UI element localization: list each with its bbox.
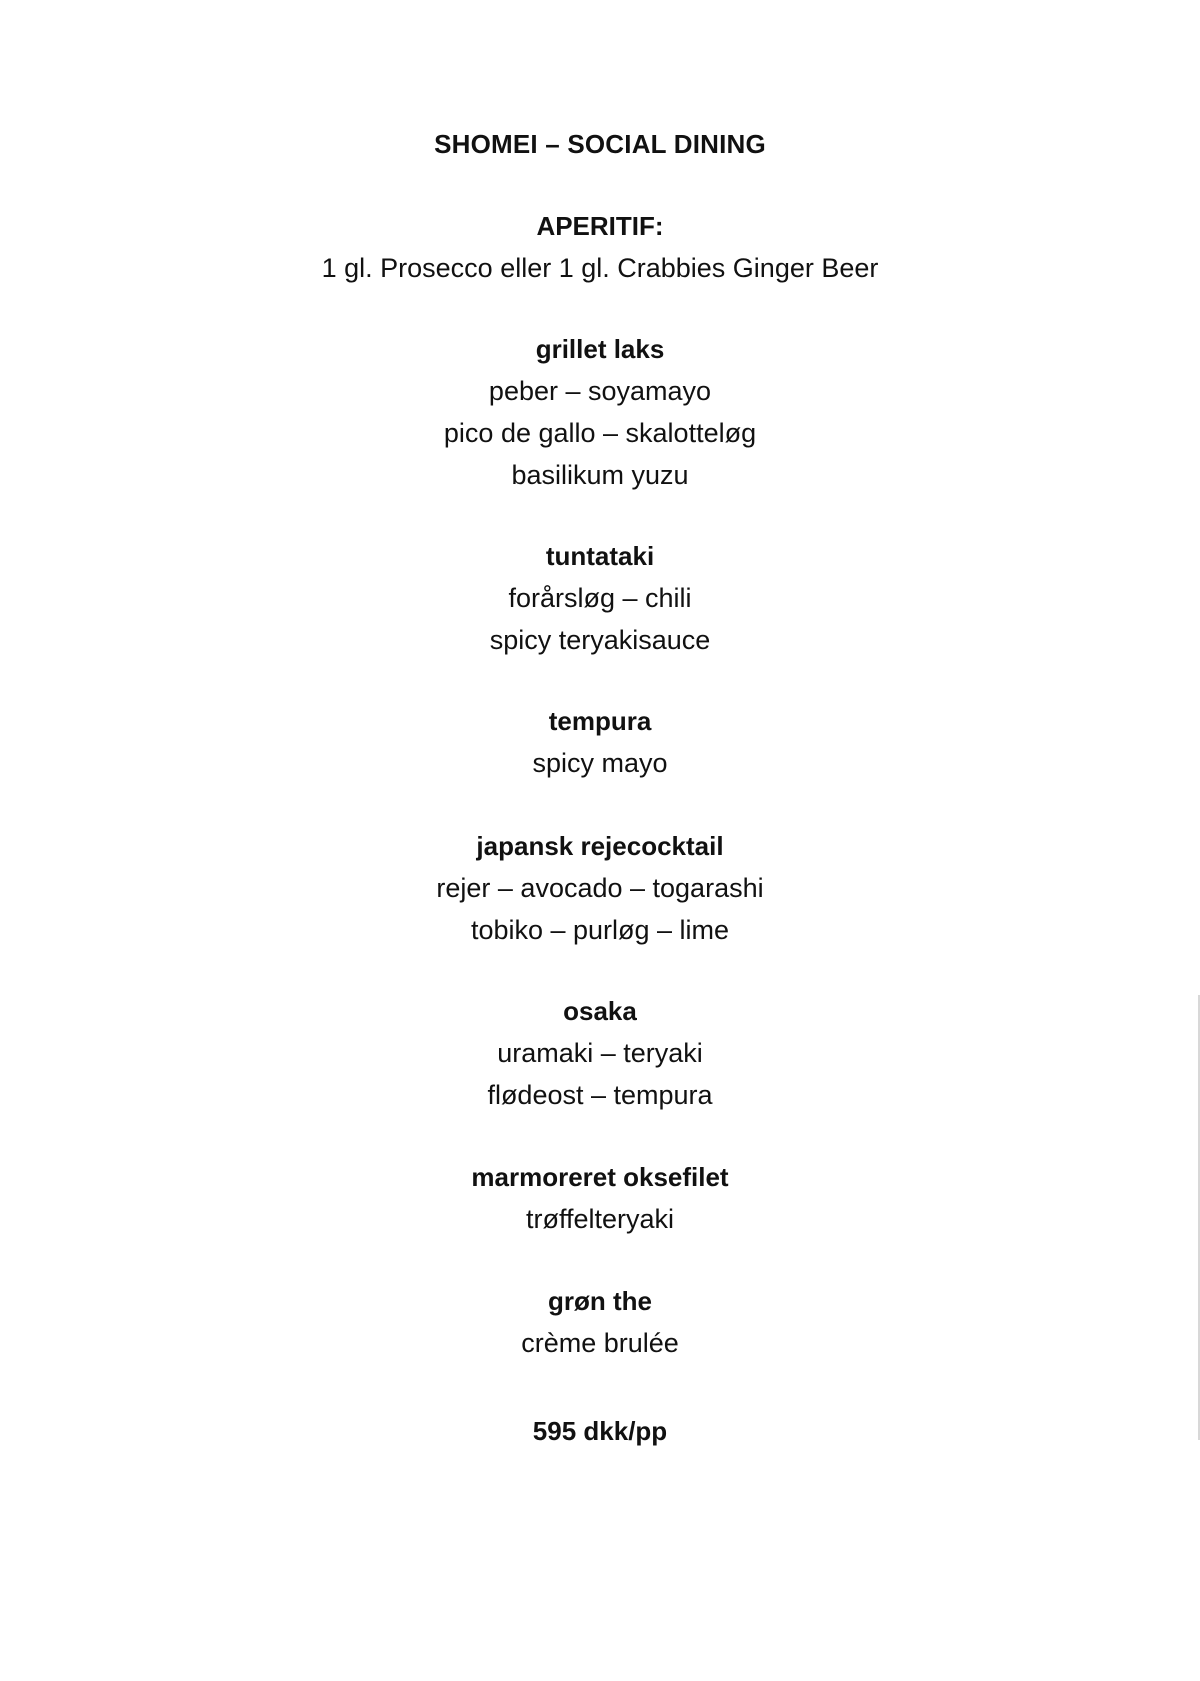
course-name: tuntataki xyxy=(545,541,655,571)
course-osaka xyxy=(0,990,1200,1116)
course-line: pico de gallo – skalotteløg xyxy=(443,418,757,448)
menu-price: 595 dkk/pp xyxy=(532,1416,668,1446)
course-line: peber – soyamayo xyxy=(488,376,712,406)
course-tuntataki xyxy=(0,535,1200,661)
course-line: flødeost – tempura xyxy=(487,1080,713,1110)
menu-title: SHOMEI – SOCIAL DINING xyxy=(434,129,766,159)
course-name: japansk rejecocktail xyxy=(476,831,724,861)
aperitif-heading: APERITIF: xyxy=(536,211,664,241)
course-name: osaka xyxy=(563,996,637,1026)
aperitif-line: 1 gl. Prosecco eller 1 gl. Crabbies Ginger Beer xyxy=(321,253,879,283)
aperitif-section xyxy=(0,205,1200,289)
course-grillet-laks xyxy=(0,328,1200,496)
course-name: grillet laks xyxy=(535,334,665,364)
course-line: uramaki – teryaki xyxy=(497,1038,703,1068)
course-name: marmoreret oksefilet xyxy=(471,1162,729,1192)
course-gron-the xyxy=(0,1280,1200,1364)
course-japansk-rejecocktail xyxy=(0,825,1200,951)
course-name: tempura xyxy=(548,706,652,736)
course-line: crème brulée xyxy=(521,1328,679,1358)
course-line: spicy mayo xyxy=(532,748,668,778)
course-line: trøffelteryaki xyxy=(525,1204,675,1234)
course-tempura xyxy=(0,700,1200,784)
course-marmoreret-oksefilet xyxy=(0,1156,1200,1240)
course-name: grøn the xyxy=(548,1286,652,1316)
course-line: forårsløg – chili xyxy=(508,583,692,613)
course-line: tobiko – purløg – lime xyxy=(470,915,730,945)
course-line: rejer – avocado – togarashi xyxy=(436,873,764,903)
course-line: spicy teryakisauce xyxy=(489,625,711,655)
course-line: basilikum yuzu xyxy=(511,460,689,490)
